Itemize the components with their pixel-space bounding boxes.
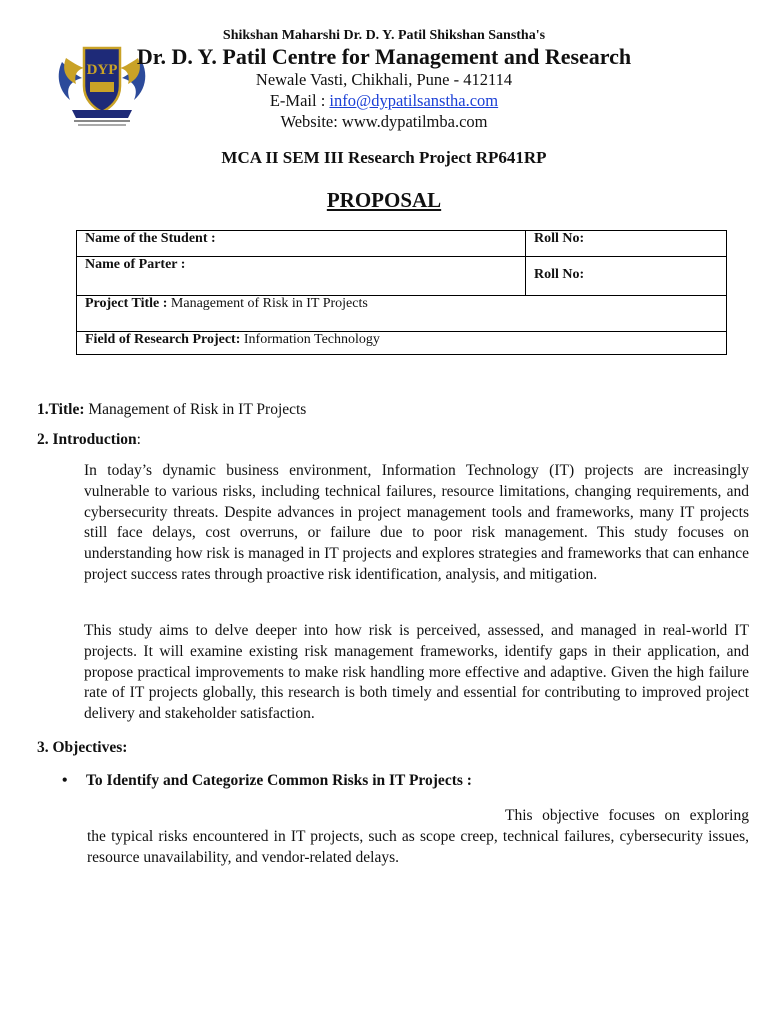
field-label: Field of Research Project:: [85, 332, 241, 347]
field-cell: [77, 332, 727, 355]
sanstha-name: Shikshan Maharshi Dr. D. Y. Patil Shikshan Sanstha's: [222, 28, 546, 43]
intro-colon: :: [136, 431, 141, 448]
objective-1-desc-text: This objective focuses on exploring the typical risks encountered in IT projects, such as scope creep, technical failures, cybersecurity issues, resource unavailability, and vendor-related delays.: [87, 807, 749, 866]
intro-label: 2. Introduction: [37, 431, 137, 448]
partner-name-cell: Name of Parter :: [77, 257, 526, 296]
institute-address: Newale Vasti, Chikhali, Pune - 412114: [255, 70, 513, 89]
email-label: E-Mail :: [269, 91, 330, 110]
roll-no-cell-1: Roll No:: [526, 231, 727, 257]
table-row: [77, 257, 727, 296]
student-name-cell: Name of the Student :: [77, 231, 526, 257]
institute-name: Dr. D. Y. Patil Centre for Management and Research: [136, 44, 632, 69]
email-link[interactable]: info@dypatilsanstha.com: [329, 91, 499, 110]
field-value: Information Technology: [240, 332, 380, 347]
introduction-heading: [37, 431, 141, 449]
email-line: [0, 91, 768, 111]
logo-text: DYP: [86, 62, 118, 78]
project-title-value: Management of Risk in IT Projects: [167, 296, 368, 311]
project-title-cell: [77, 296, 727, 332]
course-title: MCA II SEM III Research Project RP641RP: [221, 148, 547, 167]
objective-item: [62, 772, 472, 790]
intro-paragraph-2: This study aims to delve deeper into how risk is perceived, assessed, and managed in real-world IT projects. It will examine existing risk management frameworks, identify gaps in their application, and propose practical improvements to make risk handling more effective and adaptive. Given the high failure rate of IT projects globally, this research is both timely and essential for contributing to improved project delivery and stakeholder satisfaction.: [84, 622, 749, 723]
table-row: [77, 231, 727, 257]
student-info-table: [76, 230, 727, 355]
title-label: 1.Title:: [37, 401, 85, 418]
project-title-label: Project Title :: [85, 296, 168, 311]
table-row: [77, 332, 727, 355]
table-row: [77, 296, 727, 332]
document-title: PROPOSAL: [326, 188, 442, 212]
bullet-icon: •: [62, 772, 68, 789]
website-line: Website: www.dypatilmba.com: [280, 112, 488, 131]
objective-1-title: To Identify and Categorize Common Risks in IT Projects :: [86, 772, 472, 789]
title-section: [37, 401, 306, 419]
objectives-heading: 3. Objectives:: [37, 739, 128, 756]
objective-1-description: [87, 806, 749, 868]
intro-paragraph-1: In today’s dynamic business environment, Information Technology (IT) projects are increasingly vulnerable to various risks, including technical failures, resource limitations, changing requirements, and cybersecurity threats. Despite advances in project management tools and frameworks, many IT projects still face delays, cost overruns, or failure due to poor risk management. This study focuses on understanding how risk is managed in IT projects and explores strategies and frameworks that can enhance project success rates through proactive risk identification, analysis, and mitigation.: [84, 462, 749, 583]
roll-no-cell-2: Roll No:: [526, 257, 727, 296]
title-value: Management of Risk in IT Projects: [84, 401, 307, 418]
